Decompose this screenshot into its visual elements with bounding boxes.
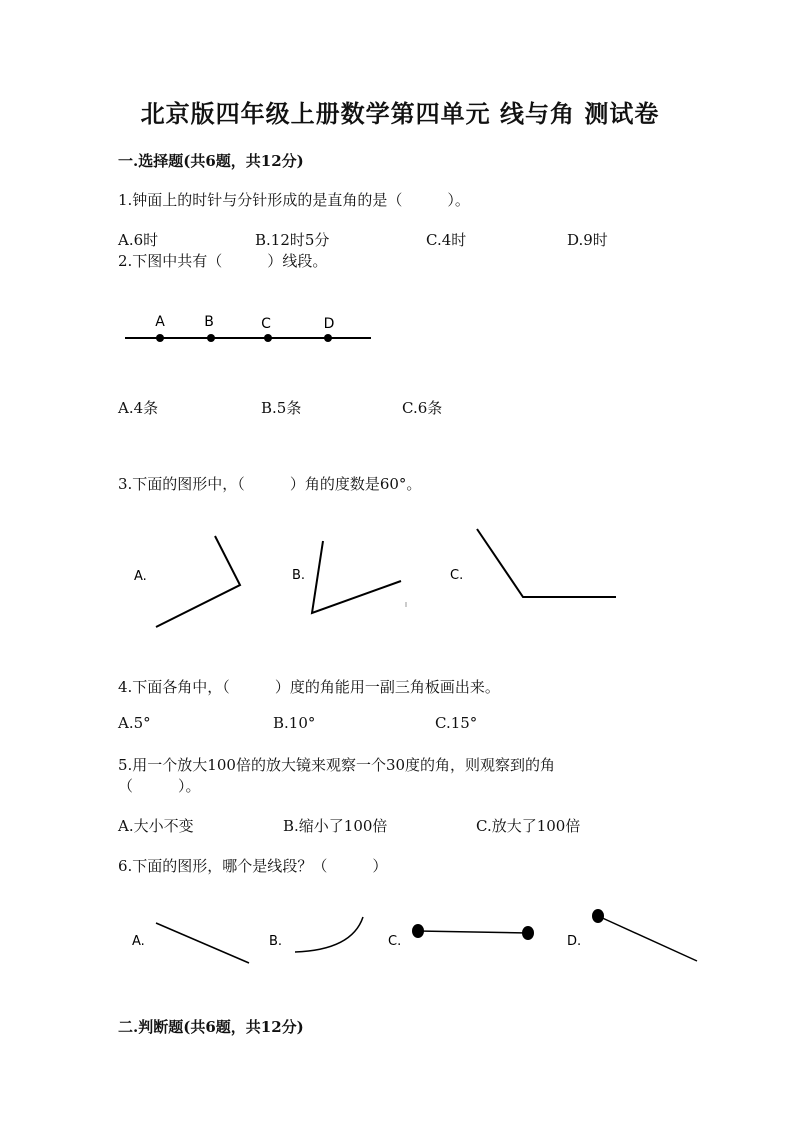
- figure-label-d: D.: [567, 934, 582, 949]
- question-2-option-a: A.4条: [118, 399, 159, 417]
- point-label-a: A: [155, 314, 165, 330]
- angle-label-c: C.: [450, 568, 464, 583]
- section-heading-choice: 一.选择题(共6题，共12分): [118, 152, 304, 170]
- question-3-text: 3.下面的图形中，（ ）角的度数是60°。: [118, 475, 422, 493]
- question-2-option-b: B.5条: [261, 399, 302, 417]
- point-label-c: C: [261, 316, 271, 332]
- question-2-option-c: C.6条: [402, 399, 443, 417]
- question-1-text: 1.钟面上的时针与分针形成的是直角的是（ ）。: [118, 191, 470, 209]
- angle-label-a: A.: [134, 569, 147, 584]
- point-label-b: B: [204, 314, 214, 330]
- question-5-option-a: A.大小不变: [118, 817, 194, 835]
- section-heading-judge: 二.判断题(共6题，共12分): [118, 1018, 304, 1036]
- question-5-text-line2: （ ）。: [118, 777, 201, 795]
- question-2-text: 2.下图中共有（ ）线段。: [118, 252, 328, 270]
- figure-b-curve: [295, 917, 363, 952]
- angle-a-shape: [156, 536, 240, 627]
- question-1-option-b: B.12时5分: [255, 231, 330, 249]
- question-1-option-d: D.9时: [567, 231, 608, 249]
- figure-label-c: C.: [388, 934, 402, 949]
- question-4-text: 4.下面各角中，（ ）度的角能用一副三角板画出来。: [118, 678, 500, 696]
- question-5-option-b: B.缩小了100倍: [283, 817, 388, 835]
- question-6-figure: [120, 900, 710, 975]
- angle-c-shape: [477, 529, 616, 597]
- angle-label-b: B.: [292, 568, 306, 583]
- question-1-option-c: C.4时: [426, 231, 467, 249]
- figure-label-b: B.: [269, 934, 283, 949]
- figure-a-line: [156, 923, 249, 963]
- question-2-figure: [118, 300, 388, 360]
- question-4-option-c: C.15°: [435, 714, 478, 732]
- question-1-option-a: A.6时: [118, 231, 159, 249]
- question-3-figure: [120, 520, 630, 635]
- figure-label-a: A.: [132, 934, 145, 949]
- question-5-option-c: C.放大了100倍: [476, 817, 581, 835]
- question-6-text: 6.下面的图形，哪个是线段？（ ）: [118, 857, 388, 875]
- page-title: 北京版四年级上册数学第四单元 线与角 测试卷: [140, 99, 660, 128]
- question-5-text-line1: 5.用一个放大100倍的放大镜来观察一个30度的角，则观察到的角: [118, 756, 556, 774]
- angle-b-shape: [312, 541, 401, 613]
- question-4-option-b: B.10°: [273, 714, 316, 732]
- figure-c-segment: [418, 931, 528, 933]
- point-label-d: D: [323, 316, 335, 332]
- question-4-option-a: A.5°: [118, 714, 151, 732]
- figure-d-ray: [598, 916, 697, 961]
